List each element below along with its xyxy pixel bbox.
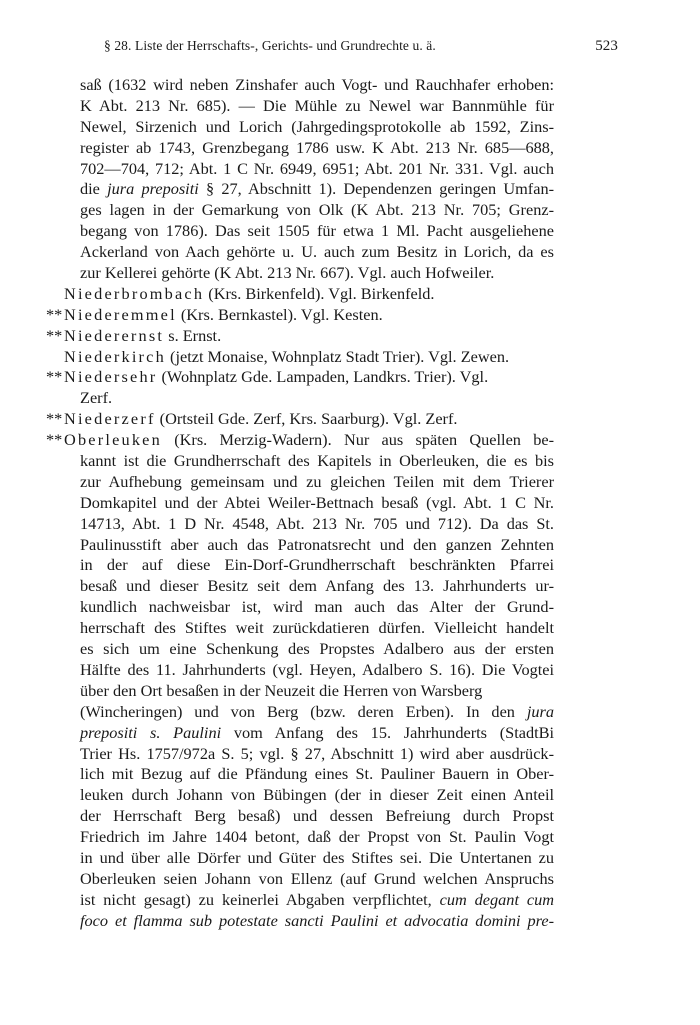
text-line [64, 618, 554, 639]
text-run: leuken durch Johann von Bübingen (der in dieser Zeit einen Anteil [80, 785, 554, 805]
text-run: kundlich nachweisbar ist, wird man auch das Alter der Grund- [80, 597, 554, 617]
entry-marker: ** [46, 430, 63, 450]
entry-marker: ** [46, 304, 63, 324]
text-line [64, 597, 554, 618]
entry-heading: Niedersehr [64, 367, 158, 387]
text-line [64, 96, 554, 117]
entry-heading: Niederernst [64, 325, 165, 345]
text-line [64, 869, 554, 890]
text-run: Oberleuken seien Johann von Ellenz (auf Grund welchen Anspruchs [80, 868, 554, 888]
page-number: 523 [595, 38, 618, 54]
text-line [64, 806, 554, 827]
text-run: die [80, 179, 108, 199]
text-run: § 27, Abschnitt 1). Dependenzen geringen Umfan- [198, 179, 555, 199]
entry-text: (Wohnplatz Gde. Lampaden, Landkrs. Trier). Vgl. [157, 367, 489, 387]
entry-text: s. Ernst. [164, 325, 222, 345]
text-line [64, 263, 554, 284]
entry-heading: Niederbrombach [64, 283, 205, 303]
text-line [64, 472, 554, 493]
text-run: besaß und dieser Besitz seit dem Anfang des 13. Jahrhunderts ur- [80, 576, 554, 596]
entry-text: (jetzt Monaise, Wohnplatz Stadt Trier). Vgl. Zewen. [165, 346, 510, 366]
text-run: ist nicht gesagt) zu keinerlei Abgaben verpflichtet, [80, 889, 440, 909]
text-line [64, 159, 554, 180]
list-entry [64, 347, 554, 368]
text-line [64, 639, 554, 660]
entry-text: (Krs. Birkenfeld). Vgl. Birkenfeld. [204, 283, 435, 303]
text-run: in und über alle Dörfer und Güter des Stiftes sei. Die Untertanen zu [80, 847, 554, 867]
list-entry [46, 367, 554, 388]
text-run: in der auf diese Ein-Dorf-Grundherrschaft beschränkten Pfarrei [80, 555, 554, 575]
text-line [64, 138, 554, 159]
text-line [64, 848, 554, 869]
text-run: Trier Hs. 1757/972a S. 5; vgl. § 27, Abschnitt 1) wird aber ausdrück- [80, 743, 554, 763]
text-run: herrschaft des Stiftes weit zurückdatieren dürfen. Vielleicht handelt [80, 618, 554, 638]
italic-run: prepositi s. Paulini [80, 722, 222, 742]
italic-run: jura prepositi [107, 179, 199, 199]
text-run: zur Aufhebung gemeinsam und zu gleichen Teilen mit dem Trierer [80, 471, 554, 491]
text-run: K Abt. 213 Nr. 685). — Die Mühle zu Newel war Bannmühle für [80, 95, 554, 115]
text-line [64, 744, 554, 765]
italic-run: jura [526, 701, 554, 721]
text-line [64, 451, 554, 472]
text-line [64, 660, 554, 681]
list-entry [46, 325, 554, 347]
text-line [64, 681, 554, 702]
text-line [64, 221, 554, 242]
entry-text: (Krs. Bernkastel). Vgl. Kesten. [176, 304, 383, 324]
entry-marker: ** [46, 325, 63, 345]
body-text [46, 75, 555, 932]
entry-marker: ** [46, 367, 63, 387]
text-line [64, 514, 554, 535]
text-run: Newel, Sirzenich und Lorich (Jahrgedingsprotokolle ab 1592, Zins- [80, 116, 554, 136]
text-run: zur Kellerei gehörte (K Abt. 213 Nr. 667). Vgl. auch Hofweiler. [80, 263, 495, 283]
text-run: kannt ist die Grundherrschaft des Kapitels in Oberleuken, die es bis [80, 451, 554, 471]
text-line [64, 117, 554, 138]
text-run: Domkapitel und der Abtei Weiler-Bettnach besaß (vgl. Abt. 1 C Nr. [80, 492, 554, 512]
text-line [64, 702, 554, 723]
entry-marker: ** [46, 409, 63, 429]
text-run: Hälfte des 11. Jahrhunderts (vgl. Heyen, Adalbero S. 16). Die Vogtei [80, 659, 554, 679]
text-run: Friedrich im Jahre 1404 betont, daß der Propst von St. Paulin Vogt [80, 827, 554, 847]
text-line [64, 911, 554, 932]
text-run: Paulinusstift aber auch das Patronatsrecht und den ganzen Zehnten [80, 534, 554, 554]
text-run: der Herrschaft Berg besaß) und dessen Befreiung durch Propst [80, 806, 554, 826]
italic-run: cum degant cum [439, 889, 555, 909]
list-entry [64, 284, 554, 305]
text-line [64, 493, 554, 514]
text-run: ges lagen in der Gemarkung von Olk (K Abt. 213 Nr. 705; Grenz- [80, 200, 554, 220]
text-run: 702—704, 712; Abt. 1 C Nr. 6949, 6951; Abt. 201 Nr. 331. Vgl. auch [80, 158, 554, 178]
running-header [64, 38, 636, 60]
header-title: § 28. Liste der Herrschafts-, Gerichts- und Grundrechte u. ä. [104, 38, 436, 53]
entry-text: (Krs. Merzig-Wadern). Nur aus späten Quellen be- [161, 430, 554, 450]
text-run: begang von 1786). Das seit 1505 für etwa 1 Ml. Pacht ausgeliehene [80, 221, 554, 241]
entry-text: (Ortsteil Gde. Zerf, Krs. Saarburg). Vgl. Zerf. [155, 409, 458, 429]
list-entry [46, 304, 554, 326]
text-run: vom Anfang des 15. Jahrhunderts (StadtBi [221, 722, 554, 742]
entry-heading: Niederemmel [64, 304, 177, 324]
list-entry [46, 430, 554, 451]
text-line [64, 242, 554, 263]
text-line [64, 555, 554, 576]
text-run: es sich um eine Schenkung des Propstes Adalbero aus der ersten [80, 639, 554, 659]
text-run: (Wincheringen) und von Berg (bzw. deren Erben). In den [80, 701, 527, 721]
text-line [64, 179, 554, 200]
text-line [64, 827, 554, 848]
text-run: über den Ort besaßen in der Neuzeit die Herren von Warsberg [80, 680, 483, 700]
text-line [64, 576, 554, 597]
text-run: saß (1632 wird neben Zinshafer auch Vogt- und Rauchhafer erhoben: [80, 75, 554, 94]
text-line [64, 785, 554, 806]
text-line [64, 200, 554, 221]
list-entry [64, 388, 554, 409]
text-run: 14713, Abt. 1 D Nr. 4548, Abt. 213 Nr. 705 und 712). Da das St. [80, 513, 554, 533]
text-line [64, 890, 554, 911]
text-run: Ackerland von Aach gehörte u. U. auch zum Besitz in Lorich, da es [80, 242, 554, 262]
text-run: register ab 1743, Grenzbegang 1786 usw. K Abt. 213 Nr. 685—688, [80, 137, 554, 157]
entry-heading: Oberleuken [64, 430, 162, 450]
text-line [64, 723, 554, 744]
text-line [64, 535, 554, 556]
entry-heading: Niederzerf [64, 409, 156, 429]
text-line [64, 764, 554, 785]
italic-run: foco et flamma sub potestate sancti Paulini et advocatia domini pre- [80, 910, 554, 930]
entry-heading: Niederkirch [64, 346, 166, 366]
entry-text: Zerf. [80, 388, 113, 408]
text-run: lich mit Bezug auf die Pfändung eines St. Pauliner Bauern in Ober- [80, 764, 554, 784]
list-entry [46, 409, 554, 430]
text-line [64, 75, 554, 96]
